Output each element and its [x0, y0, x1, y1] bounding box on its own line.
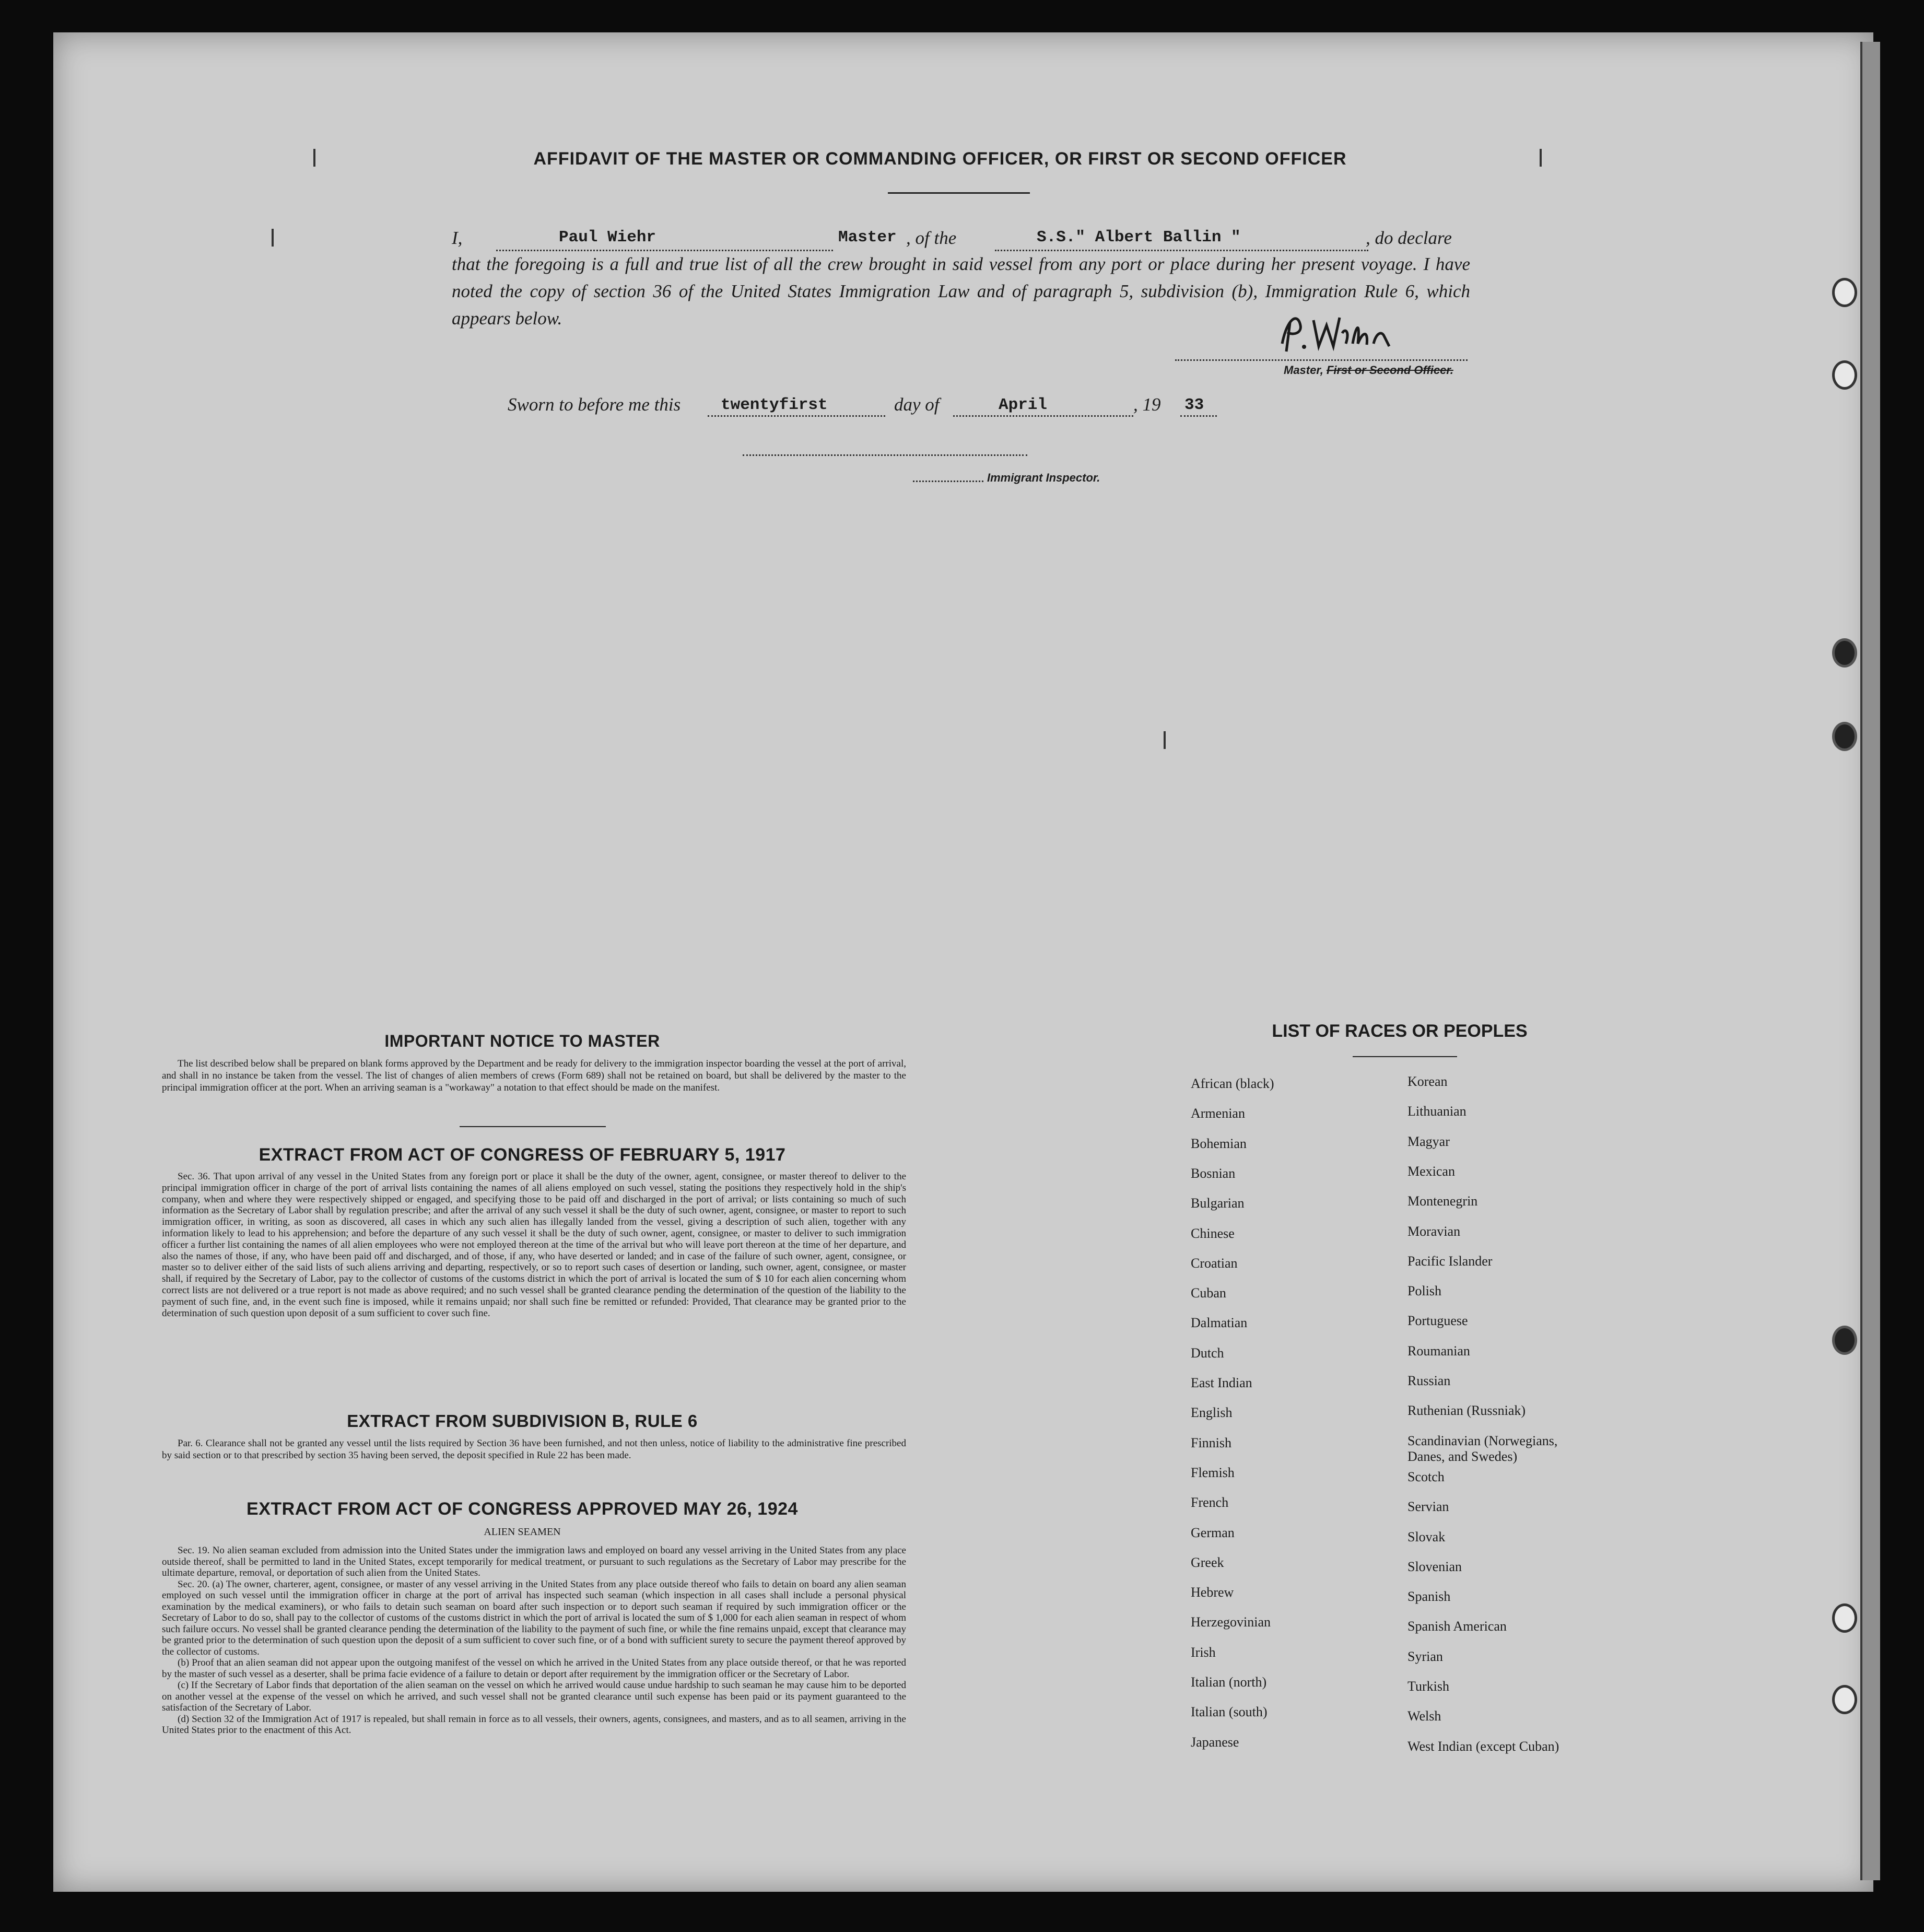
sec20b-text: (b) Proof that an alien seaman did not appear upon the outgoing manifest of the vessel on which he arrived in the United States from any place outside thereof, or that he was reported by the master of such vessel as a deserter, shall be prima facie evidence of a failure to detain or deport after requirement by the immigration officer or the Secretary of Labor.	[162, 1657, 906, 1680]
affidavit-title: AFFIDAVIT OF THE MASTER OR COMMANDING OFFICER, OR FIRST OR SECOND OFFICER	[533, 149, 1347, 169]
master-caption: Master,	[1284, 364, 1327, 377]
extract-1924-title: EXTRACT FROM ACT OF CONGRESS APPROVED MAY 26, 1924	[247, 1499, 798, 1519]
sworn-day: twentyfirst	[721, 396, 828, 414]
race-item: Herzegovinian	[1191, 1614, 1271, 1630]
binder-hole	[1832, 638, 1857, 668]
sworn-year: 33	[1184, 396, 1204, 414]
race-item: Finnish	[1191, 1435, 1232, 1450]
extract-1924-text	[162, 1545, 906, 1736]
scan-mark	[1164, 731, 1166, 749]
month-fill-line	[953, 415, 1133, 417]
day-of-label: day of	[894, 394, 940, 415]
title-divider	[888, 192, 1030, 194]
struck-officer-caption: First or Second Officer.	[1326, 364, 1453, 377]
race-item: Dalmatian	[1191, 1315, 1248, 1331]
race-item: Dutch	[1191, 1345, 1224, 1361]
race-item: African (black)	[1191, 1076, 1274, 1091]
race-item: Pacific Islander	[1407, 1253, 1493, 1269]
race-item: Armenian	[1191, 1106, 1245, 1121]
race-item: Korean	[1407, 1074, 1448, 1089]
do-declare-label: , do declare	[1366, 228, 1452, 248]
extract-1917-title: EXTRACT FROM ACT OF CONGRESS OF FEBRUARY 5, 1917	[259, 1145, 786, 1165]
binder-hole	[1832, 1603, 1857, 1633]
race-item: East Indian	[1191, 1375, 1252, 1390]
notice-text: The list described below shall be prepared on blank forms approved by the Department and be ready for delivery to the immigration inspector boarding the vessel at the port of arrival, and shall in no instance be taken from the vessel. The list of changes of alien members of crews (Form 689) shall not be retained on board, but shall be delivered by the master to the principal immigration officer at the port. When an arriving seaman is a "workaway" a notation to that effect should be made on the manifest.	[162, 1058, 906, 1093]
affidavit-body: that the foregoing is a full and true list of all the crew brought in said vessel from any port or place during her present voyage. I have noted the copy of section 36 of the United States Immigration Law and of paragraph 5, subdivision (b), Immigration Rule 6, which appears below.	[452, 254, 1470, 329]
race-item: Chinese	[1191, 1225, 1235, 1241]
year-fill-line	[1180, 415, 1217, 417]
race-item: Cuban	[1191, 1285, 1226, 1301]
race-item: German	[1191, 1525, 1235, 1540]
race-item: Bosnian	[1191, 1165, 1236, 1181]
races-divider	[1353, 1056, 1457, 1057]
binder-hole	[1832, 1685, 1857, 1714]
scan-mark	[272, 229, 274, 247]
race-item: Moravian	[1407, 1223, 1461, 1239]
race-item: West Indian (except Cuban)	[1407, 1738, 1559, 1754]
race-item: Bulgarian	[1191, 1196, 1245, 1211]
race-item: Flemish	[1191, 1465, 1235, 1480]
race-item: Irish	[1191, 1644, 1216, 1660]
binder-hole	[1832, 278, 1857, 307]
race-item: Japanese	[1191, 1734, 1239, 1750]
race-item: Portuguese	[1407, 1313, 1468, 1329]
rule6-title: EXTRACT FROM SUBDIVISION B, RULE 6	[347, 1411, 698, 1431]
race-item: Spanish	[1407, 1589, 1451, 1605]
race-item: Roumanian	[1407, 1343, 1470, 1359]
rank-typed: Master	[838, 228, 897, 247]
signature-line	[1175, 359, 1468, 361]
race-item: Syrian	[1407, 1648, 1443, 1664]
sec19-text: Sec. 19. No alien seaman excluded from admission into the United States under the immigration laws and employed on board any vessel arriving in the United States from any place outside thereof, shall be permitted to land in the United States, except temporarily for medical treatment, or pursuant to such regulations as the Secretary of Labor may prescribe for the ultimate departure, removal, or deportation of such alien from the United States.	[162, 1545, 906, 1578]
year-prefix: , 19	[1133, 394, 1161, 415]
scan-mark	[1540, 149, 1542, 167]
race-item: French	[1191, 1495, 1229, 1511]
race-item: Greek	[1191, 1554, 1224, 1570]
extract-1917-text: Sec. 36. That upon arrival of any vessel in the United States from any foreign port or place it shall be the duty of the owner, agent, consignee, or master thereof to deliver to the principal immigration officer in charge of the port of arrival lists containing the names of all aliens employed on such vessel, stating the positions they respectively hold in the ship's company, when and where they were respectively shipped or engaged, and specifying those to be paid off and discharged in the port of arrival; or lists containing so much of such information as the Secretary of Labor shall by regulation prescribe; and after the arrival of any such vessel it shall be the duty of such owner, agent, consignee, or master to report to such immigration officer, in writing, as soon as discovered, all cases in which any such alien has illegally landed from the vessel, giving a description of such alien, together with any information likely to lead to his apprehension; and before the departure of any such vessel it shall be the duty of such owner, agent, consignee, or master to deliver to such immigration officer a further list containing the names of all alien employees who were not employed thereon at the time of the arrival but who will leave port thereon at the time of her departure, and also the names of those, if any, who have been paid off and discharged, and of those, if any, who have deserted or landed; and in case of the failure of such owner, agent, consignee, or master so to deliver either of the said lists of such aliens arriving and departing, respectively, or so to report such cases of desertion or landing, such owner, agent, consignee, or master shall, if required by the Secretary of Labor, pay to the collector of customs of the customs district in which the port of arrival is located the sum of $ 10 for each alien concerning whom correct lists are not delivered or a true report is not made as above required; and no such vessel shall be granted clearance pending the determination of the question of the liability to the payment of such fine, and, in the event such fine is imposed, while it remains unpaid; nor shall such fine be remitted or refunded: Provided, That clearance may be granted prior to the determination of such question upon deposit of a sum sufficient to cover such fine.	[162, 1171, 906, 1319]
race-item: Montenegrin	[1407, 1193, 1478, 1209]
sec20d-text: (d) Section 32 of the Immigration Act of 1917 is repealed, but shall remain in force as to all vessels, their owners, agents, consignees, and masters, and as to all seamen, arriving in the United States prior to the enactment of this Act.	[162, 1713, 906, 1736]
race-item: Mexican	[1407, 1163, 1455, 1179]
vessel-name: S.S." Albert Ballin "	[1037, 228, 1241, 247]
race-item: Slovenian	[1407, 1559, 1462, 1574]
race-item: English	[1191, 1405, 1233, 1421]
sec20a-text: Sec. 20. (a) The owner, charterer, agent, consignee, or master of any vessel arriving in the United States from any place outside thereof who fails to detain on board any alien seaman employed on such vessel until the immigration officer in charge at the port of arrival has inspected such seaman (which inspection in all cases shall include a personal physical examination by the medical examiners), or who fails to detain such seaman on board after such inspection or to deport such seaman if required by such immigration officer or the Secretary of Labor to do so, shall pay to the collector of customs of the customs district in which the port of arrival is located the sum of $ 1,000 for each alien seaman in respect of whom such failure occurs. No vessel shall be granted clearance pending the determination of the liability to the payment of such fine, or while the fine remains unpaid, except that clearance may be granted prior to the determination of such question upon the deposit of a sum sufficient to cover such fine, or of a bond with sufficient surety to secure the payment thereof approved by the collector of customs.	[162, 1578, 906, 1657]
race-item: Ruthenian (Russniak)	[1407, 1403, 1526, 1419]
race-item: Turkish	[1407, 1679, 1449, 1694]
rule6-text: Par. 6. Clearance shall not be granted any vessel until the lists required by Section 36 have been furnished, and not then unless, notice of liability to the administrative fine prescribed by said section or to that prescribed by section 35 having been served, the deposit specified in Rule 22 has been made.	[162, 1438, 906, 1461]
race-item: Polish	[1407, 1283, 1442, 1299]
race-item: Slovak	[1407, 1529, 1446, 1544]
race-item: Italian (south)	[1191, 1704, 1268, 1720]
race-item: Magyar	[1407, 1133, 1450, 1149]
scan-mark	[313, 149, 315, 167]
signature	[1277, 307, 1423, 354]
notice-title: IMPORTANT NOTICE TO MASTER	[384, 1032, 660, 1050]
signature-caption	[1284, 364, 1453, 377]
race-item: Lithuanian	[1407, 1104, 1467, 1119]
race-item: Spanish American	[1407, 1619, 1507, 1634]
race-item: Welsh	[1407, 1708, 1441, 1724]
inspector-line-2	[913, 481, 983, 482]
binder-edge	[1860, 42, 1880, 1880]
binder-hole	[1832, 360, 1857, 390]
race-item: Italian (north)	[1191, 1675, 1267, 1690]
race-item: Russian	[1407, 1373, 1451, 1388]
divider	[460, 1126, 606, 1127]
sworn-label: Sworn to before me this	[508, 394, 681, 415]
race-item: Croatian	[1191, 1255, 1238, 1271]
pronoun-i: I,	[452, 228, 463, 248]
sworn-month: April	[999, 396, 1048, 414]
race-item: Bohemian	[1191, 1135, 1247, 1151]
race-item: Scandinavian (Norwegians, Danes, and Swedes)	[1407, 1433, 1558, 1464]
of-the-label: , of the	[906, 228, 957, 248]
race-item: Servian	[1407, 1499, 1449, 1515]
race-item: Scotch	[1407, 1469, 1445, 1484]
race-item: Hebrew	[1191, 1585, 1234, 1600]
sec20c-text: (c) If the Secretary of Labor finds that deportation of the alien seaman on the vessel on which he arrived would cause undue hardship to such seaman he may cause him to be deported on another vessel at the expense of the vessel on which he arrived, and such vessel shall not be granted clearance until such expense has been paid or its payment guaranteed to the satisfaction of the Secretary of Labor.	[162, 1680, 906, 1713]
races-title: LIST OF RACES OR PEOPLES	[1272, 1021, 1528, 1041]
alien-seamen-subhead: ALIEN SEAMEN	[484, 1526, 561, 1538]
master-name: Paul Wiehr	[559, 228, 656, 247]
bleed-through-mark	[1379, 491, 1388, 507]
inspector-line-1	[743, 454, 1027, 456]
day-fill-line	[708, 415, 885, 417]
binder-hole	[1832, 722, 1857, 751]
binder-hole	[1832, 1326, 1857, 1355]
inspector-caption: Immigrant Inspector.	[987, 471, 1100, 484]
